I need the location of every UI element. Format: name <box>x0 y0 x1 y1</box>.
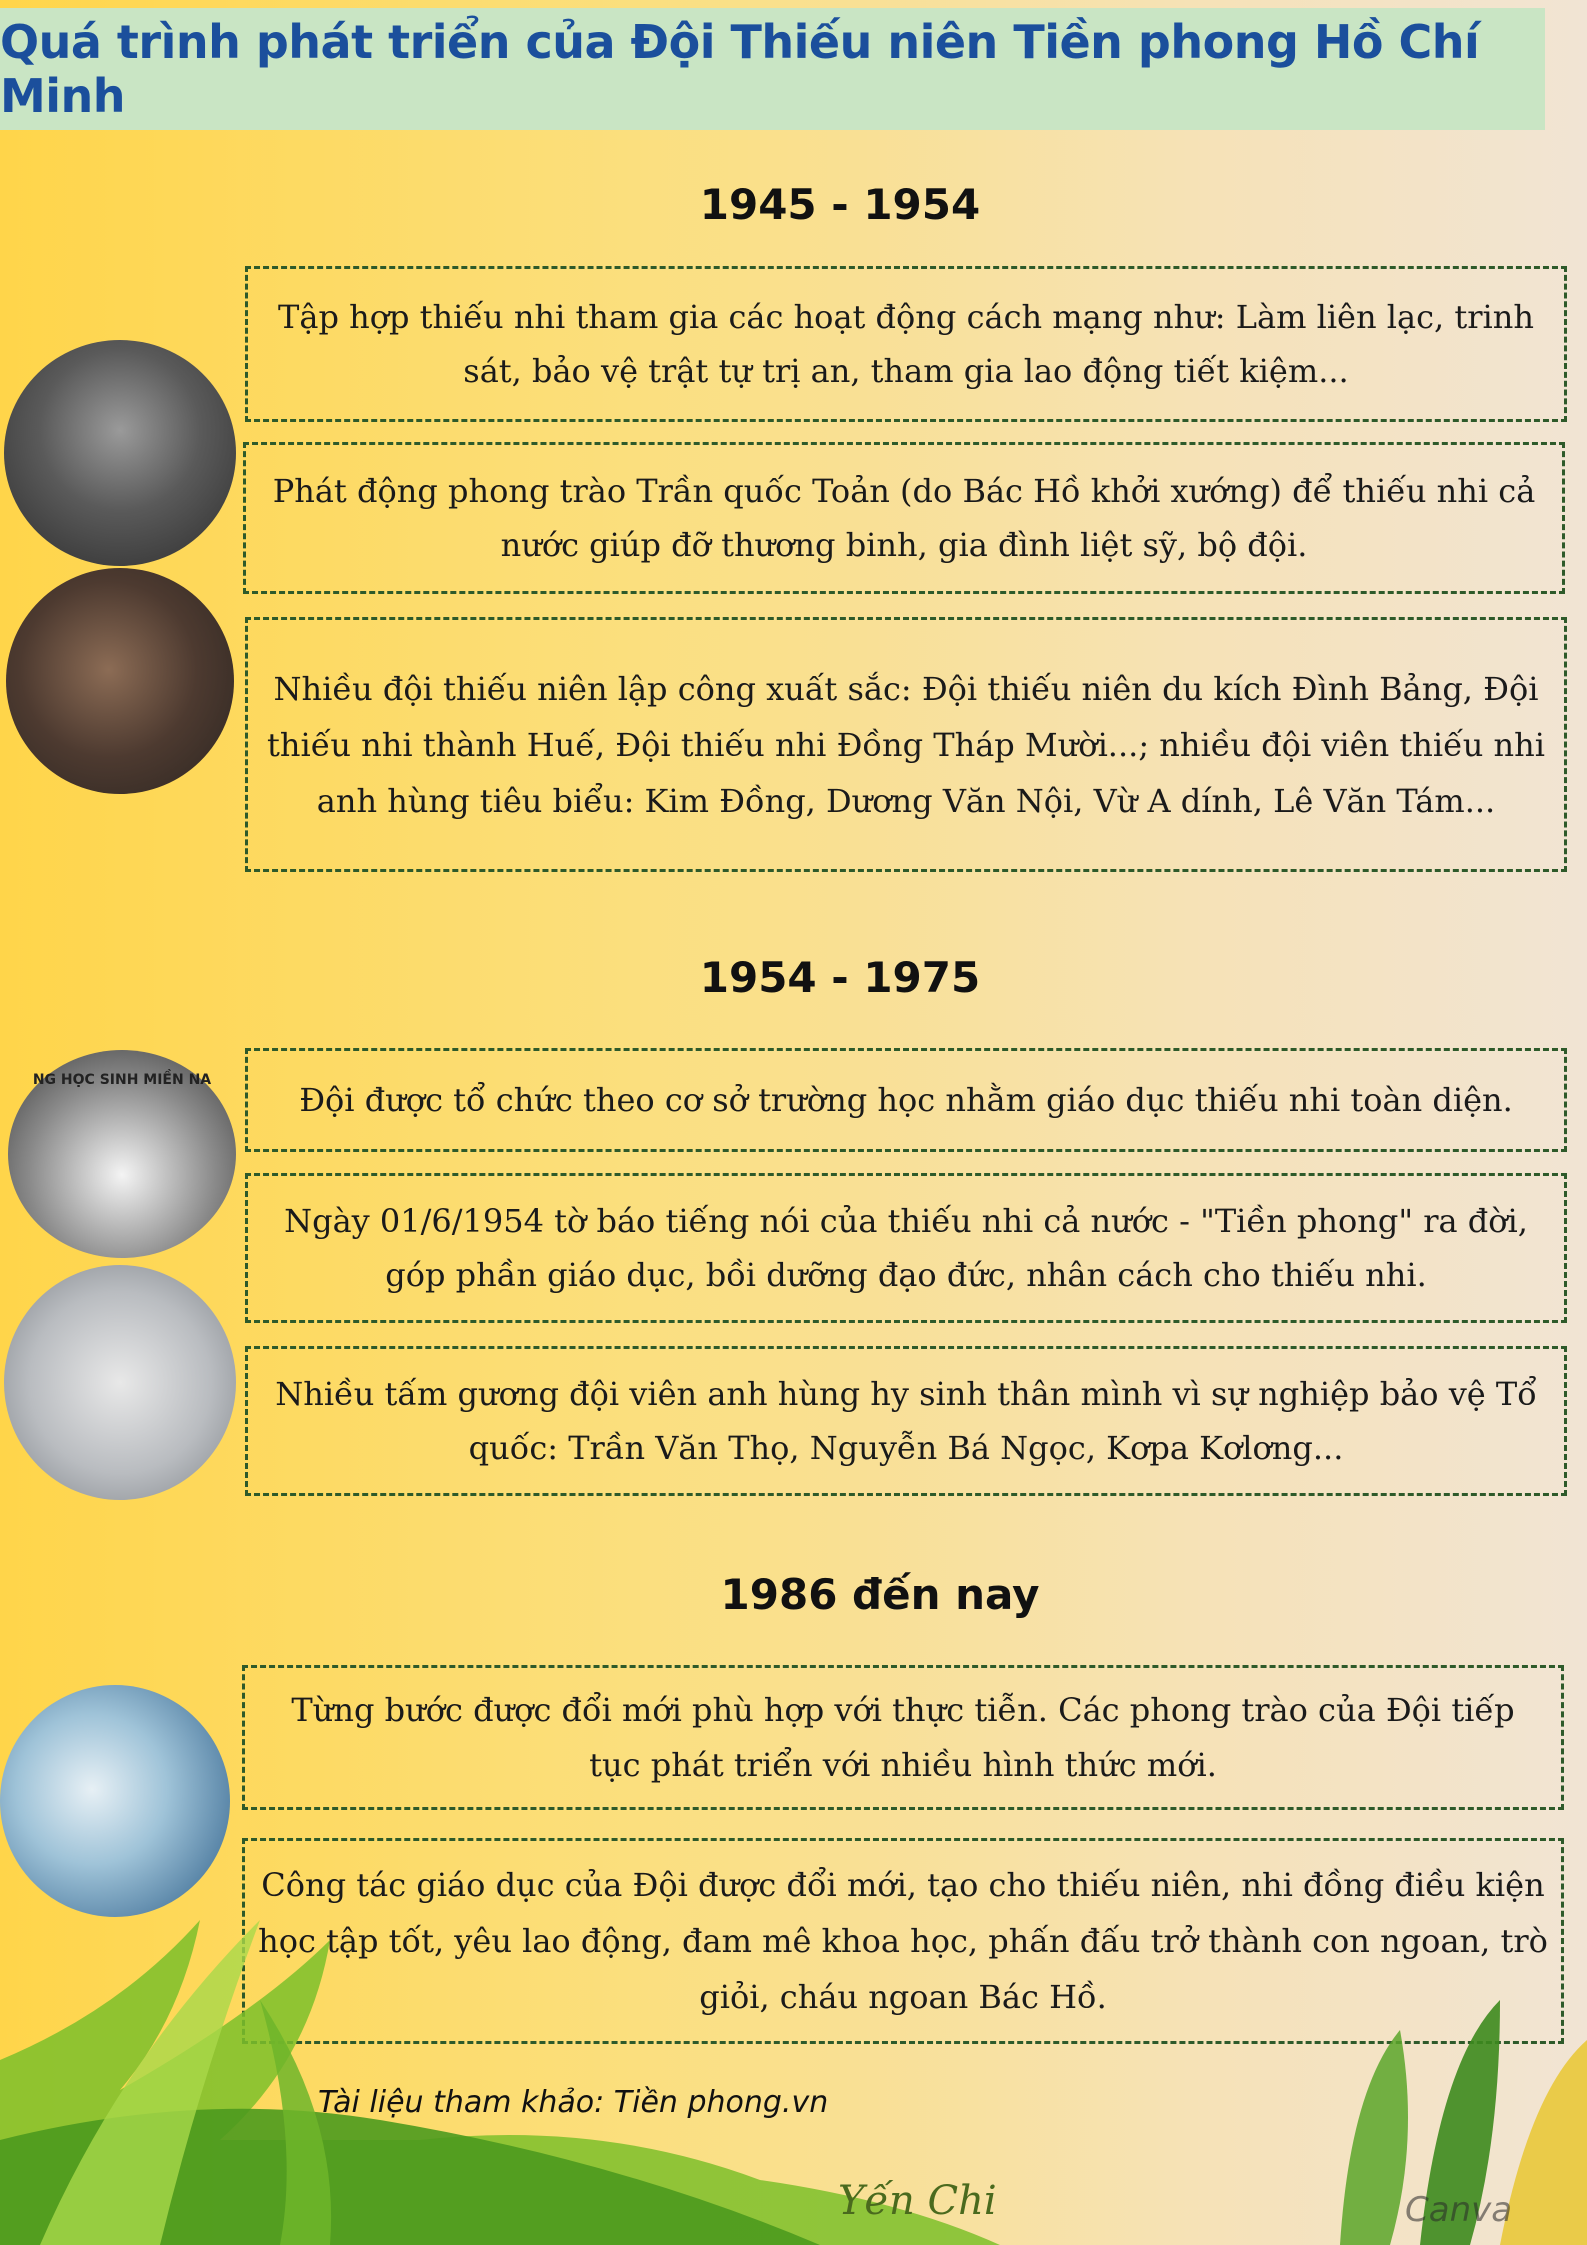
canva-watermark: Canva <box>1405 2190 1513 2230</box>
section-title-1954-1975: 1954 - 1975 <box>699 953 981 1002</box>
historical-photo-young-soldier <box>6 568 234 794</box>
source-reference: Tài liệu tham khảo: Tiền phong.vn <box>318 2085 829 2120</box>
info-text: Tập hợp thiếu nhi tham gia các hoạt động cách mạng như: Làm liên lạc, trinh sát, bảo vệ trật tự trị an, tham gia lao động tiết kiệm... <box>278 297 1534 390</box>
info-text: Ngày 01/6/1954 tờ báo tiếng nói của thiếu nhi cả nước - "Tiền phong" ra đời, góp phần giáo dục, bồi dưỡng đạo đức, nhân cách cho thiếu nhi. <box>284 1201 1528 1294</box>
info-box <box>245 1173 1567 1323</box>
historical-photo-school-group <box>8 1050 236 1258</box>
info-text: Nhiều tấm gương đội viên anh hùng hy sinh thân mình vì sự nghiệp bảo vệ Tổ quốc: Trần Văn Thọ, Nguyễn Bá Ngọc, Kơpa Kơlơng... <box>275 1374 1537 1467</box>
section-title-1945-1954: 1945 - 1954 <box>699 180 981 229</box>
info-box <box>245 617 1567 872</box>
historical-photo-youth-group <box>4 340 236 566</box>
info-box <box>245 1048 1567 1152</box>
info-text: Nhiều đội thiếu niên lập công xuất sắc: Đội thiếu niên du kích Đình Bảng, Đội thiếu nhi thành Huế, Đội thiếu nhi Đồng Tháp Mười...; nhiều đội viên thiếu nhi anh hùng tiêu biểu: Kim Đồng, Dương Văn Nội, Vừ A dính, Lê Văn Tám... <box>266 669 1545 820</box>
info-box <box>245 1346 1567 1496</box>
info-text: Phát động phong trào Trần quốc Toản (do Bác Hồ khởi xướng) để thiếu nhi cả nước giúp đỡ thương binh, gia đình liệt sỹ, bộ đội. <box>272 471 1536 564</box>
title-banner <box>0 8 1545 130</box>
foliage-decoration <box>0 1760 1587 2245</box>
info-text: Đội được tổ chức theo cơ sở trường học nhằm giáo dục thiếu nhi toàn diện. <box>299 1080 1513 1119</box>
info-text: Từng bước được đổi mới phù hợp với thực tiễn. Các phong trào của Đội tiếp tục phát triển với nhiều hình thức mới. <box>291 1691 1515 1784</box>
info-box <box>245 266 1567 422</box>
newspaper-photo <box>4 1265 236 1500</box>
info-box <box>243 442 1565 594</box>
school-sign-text: NG HỌC SINH MIỀN NA <box>32 1072 212 1088</box>
section-title-1986-den-nay: 1986 đến nay <box>720 1570 1040 1619</box>
info-text: Công tác giáo dục của Đội được đổi mới, tạo cho thiếu niên, nhi đồng điều kiện học tập tốt, yêu lao động, đam mê khoa học, phấn đấu trở thành con ngoan, trò giỏi, cháu ngoan Bác Hồ. <box>258 1866 1548 2016</box>
page-title: Quá trình phát triển của Đội Thiếu niên Tiền phong Hồ Chí Minh <box>0 15 1480 123</box>
author-signature: Yến Chi <box>838 2178 997 2224</box>
